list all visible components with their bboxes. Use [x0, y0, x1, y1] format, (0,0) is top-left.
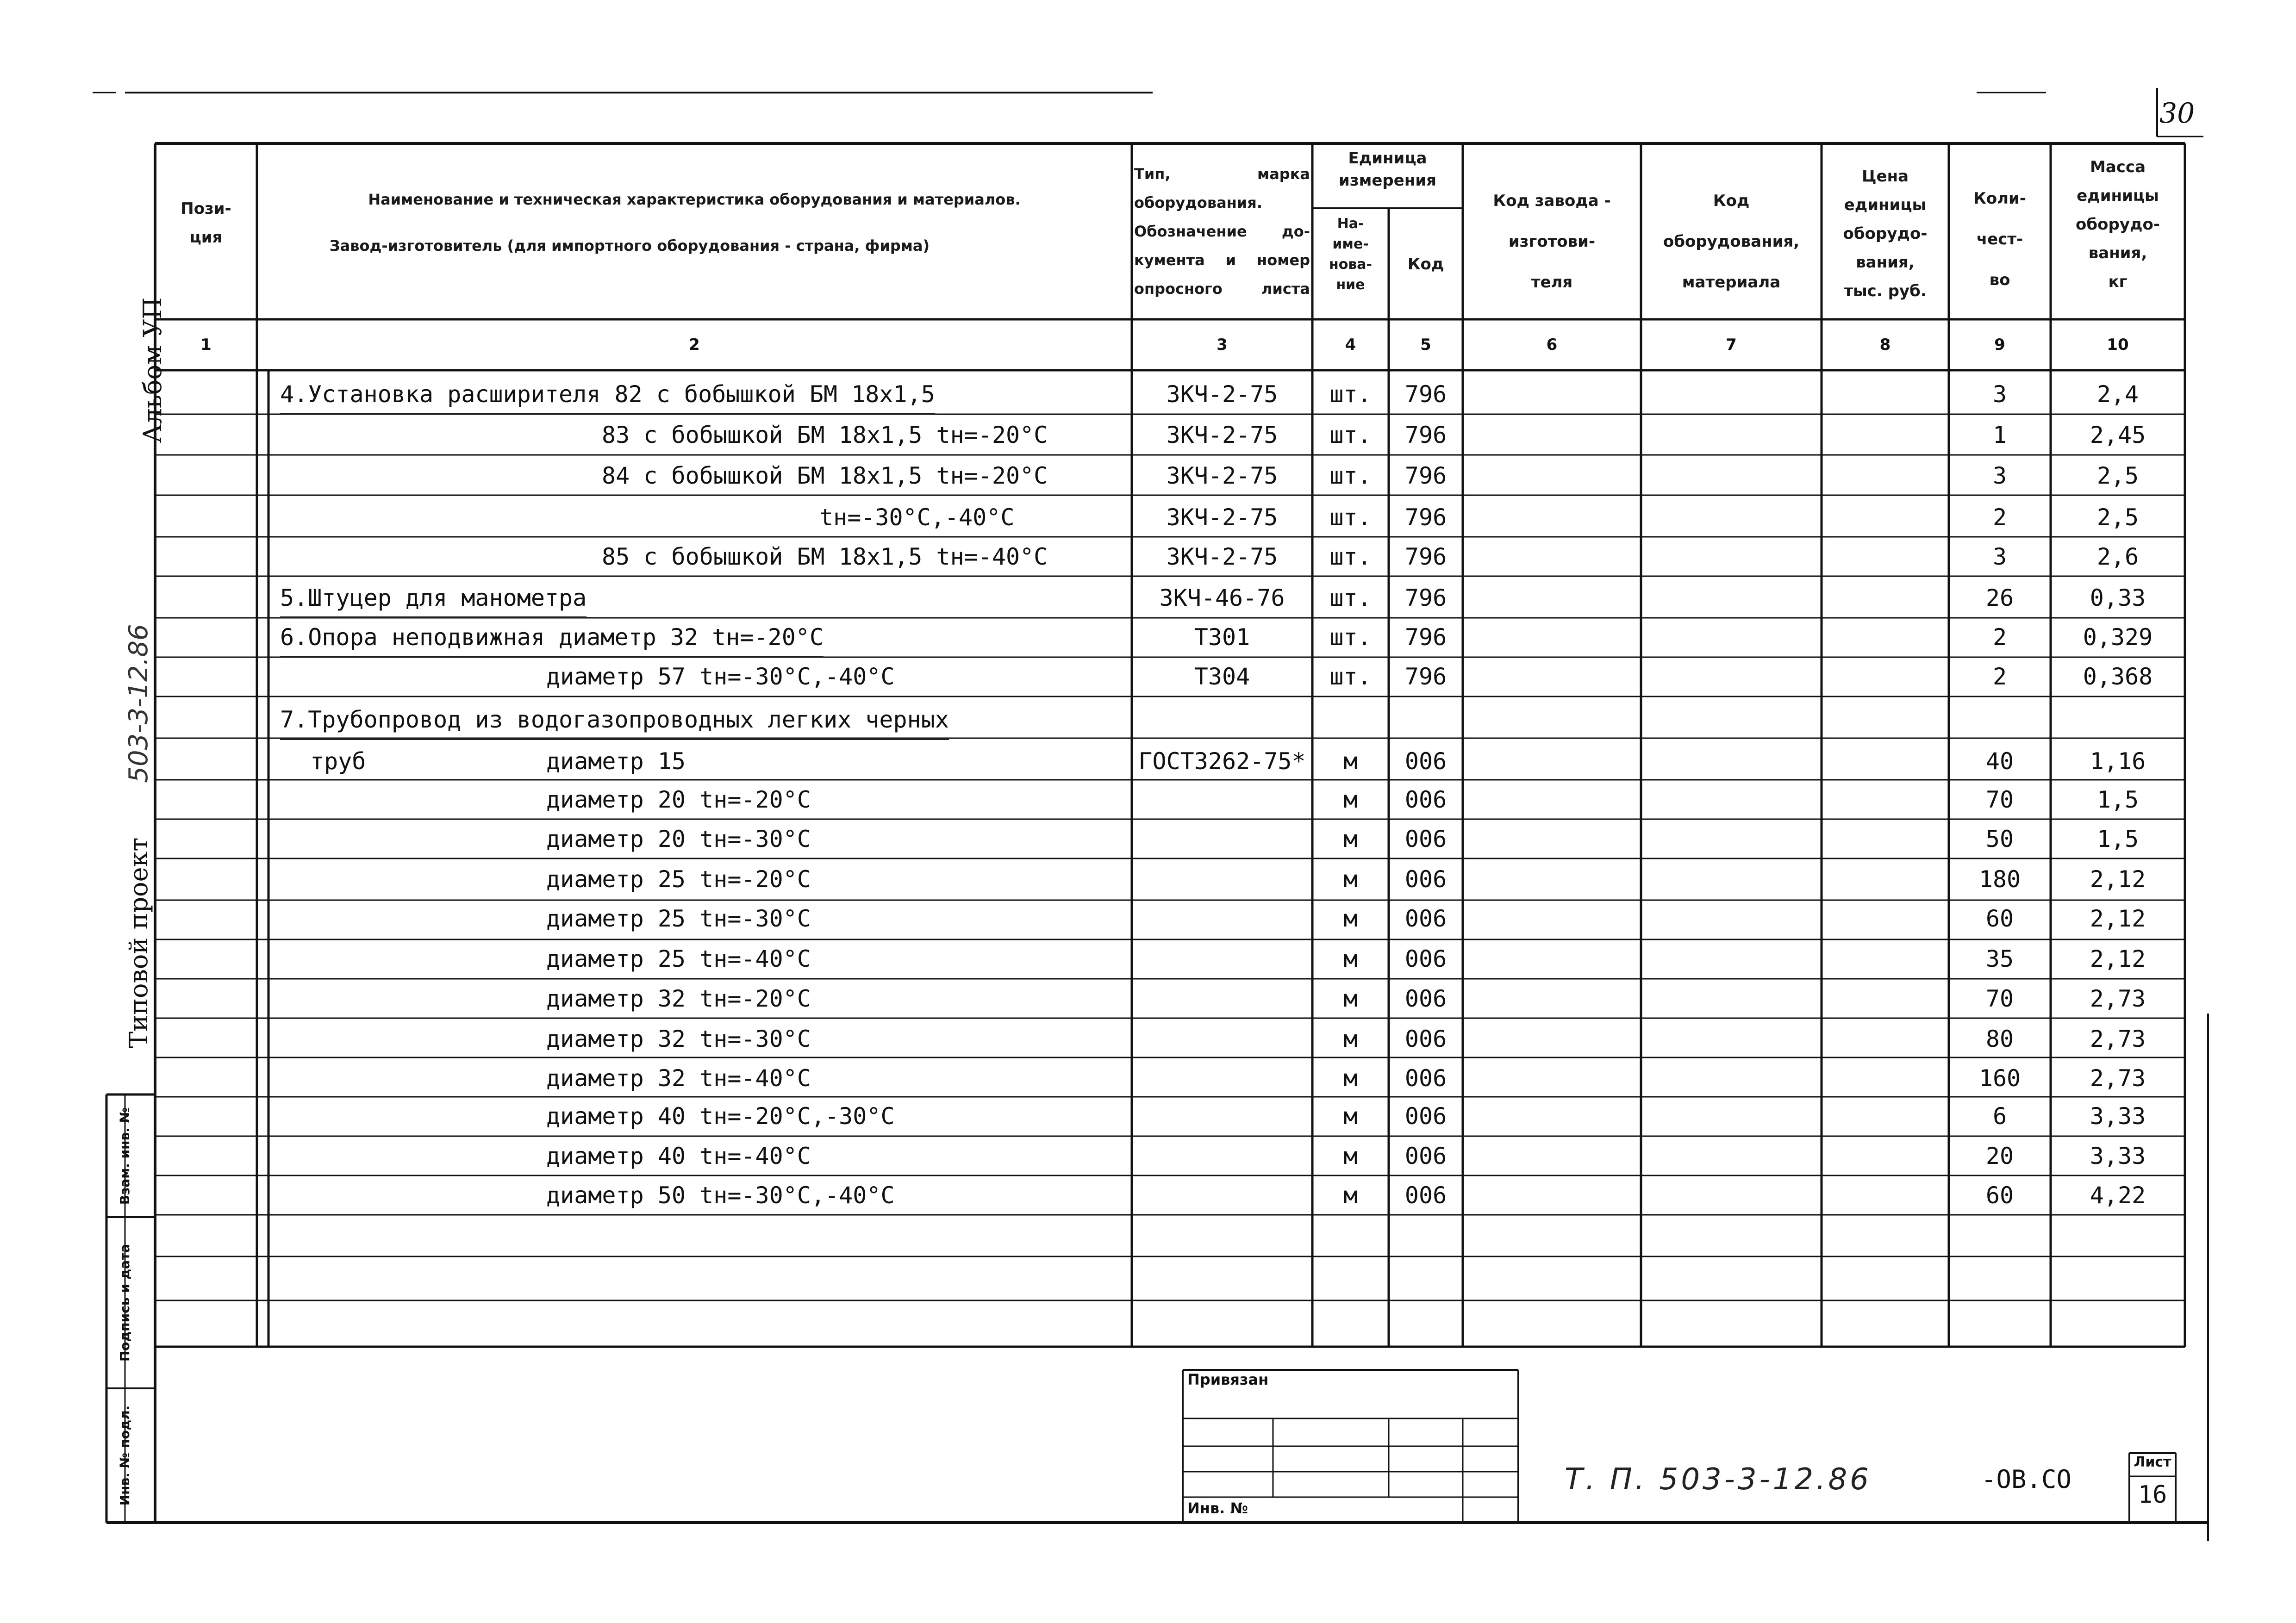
row-name: 84 с бобышкой БМ 18х1,5 tн=-20°С: [602, 462, 1048, 489]
row-code: 796: [1404, 585, 1447, 611]
row-doc: Т301: [1194, 624, 1250, 651]
row-qty: 180: [1978, 866, 2021, 893]
row-doc: ЗКЧ-2-75: [1166, 543, 1278, 570]
row-code: 796: [1404, 504, 1447, 531]
row-mass: 2,4: [2096, 381, 2139, 408]
row-doc: ЗКЧ-2-75: [1166, 381, 1278, 408]
header-unit-name: На- име- нова- ние: [1329, 216, 1373, 293]
row-name: 6.Опора неподвижная диаметр 32 tн=-20°С: [280, 619, 824, 658]
row-unit: шт.: [1329, 462, 1372, 489]
row-mass: 4,22: [2090, 1182, 2146, 1209]
row-unit: м: [1343, 1182, 1358, 1209]
header-equipment-code: Код оборудования, материала: [1663, 192, 1800, 292]
col-number: 8: [1879, 336, 1891, 354]
row-mass: 0,368: [2083, 663, 2153, 690]
row-name: диаметр 25 tн=-30°С: [546, 905, 811, 932]
row-qty: 3: [1992, 462, 2007, 489]
row-code: 796: [1404, 624, 1447, 651]
row-unit: шт.: [1329, 543, 1372, 570]
row-code: 006: [1404, 1143, 1447, 1169]
row-unit: шт.: [1329, 663, 1372, 690]
row-qty: 20: [1985, 1143, 2014, 1169]
row-code: 796: [1404, 663, 1447, 690]
col-number: 1: [200, 336, 212, 354]
row-mass: 2,5: [2096, 504, 2139, 531]
row-qty: 70: [1985, 786, 2014, 813]
row-code: 006: [1404, 905, 1447, 932]
row-unit: м: [1343, 748, 1358, 775]
row-mass: 0,33: [2090, 585, 2146, 611]
header-unit-group: Единица измерения: [1339, 149, 1436, 190]
row-doc: Т304: [1194, 663, 1250, 690]
row-qty: 3: [1992, 381, 2007, 408]
row-mass: 2,45: [2090, 422, 2146, 448]
col-number: 9: [1994, 336, 2005, 354]
row-qty: 35: [1985, 945, 2014, 972]
row-unit: м: [1343, 866, 1358, 893]
row-unit: шт.: [1329, 585, 1372, 611]
row-mass: 2,73: [2090, 985, 2146, 1012]
row-unit: м: [1343, 985, 1358, 1012]
stamp-vzam-inv: Взам. инв. №: [117, 1107, 132, 1205]
row-name: 7.Трубопровод из водогазопроводных легких черных: [280, 701, 949, 740]
row-qty: 6: [1992, 1103, 2007, 1130]
stamp-inv-podl: Инв. № подл.: [117, 1405, 132, 1506]
album-label: Альбом УП: [138, 297, 167, 443]
col-number: 5: [1420, 336, 1431, 354]
row-unit: м: [1343, 1103, 1358, 1130]
row-qty: 26: [1985, 585, 2014, 611]
row-name: диаметр 57 tн=-30°С,-40°С: [546, 663, 895, 690]
row-name: диаметр 20 tн=-30°С: [546, 826, 811, 852]
row-qty: 70: [1985, 985, 2014, 1012]
row-doc: ЗКЧ-2-75: [1166, 462, 1278, 489]
row-mass: 1,5: [2096, 826, 2139, 852]
row-name-prefix: труб: [310, 748, 366, 775]
stamp-inv-no: Инв. №: [1187, 1499, 1248, 1517]
document-suffix: -ОВ.СО: [1981, 1465, 2072, 1494]
row-qty: 1: [1992, 422, 2007, 448]
header-unit-code: Код: [1407, 255, 1444, 274]
col-number: 7: [1726, 336, 1737, 354]
row-unit: м: [1343, 826, 1358, 852]
row-code: 006: [1404, 985, 1447, 1012]
row-code: 006: [1404, 748, 1447, 775]
row-mass: 1,16: [2090, 748, 2146, 775]
col-number: 10: [2107, 336, 2129, 354]
row-qty: 2: [1992, 663, 2007, 690]
header-position: Пози- ция: [181, 199, 231, 247]
row-code: 006: [1404, 786, 1447, 813]
row-mass: 2,12: [2090, 945, 2146, 972]
row-mass: 1,5: [2096, 786, 2139, 813]
row-name: tн=-30°С,-40°С: [819, 504, 1015, 531]
row-code: 006: [1404, 826, 1447, 852]
row-mass: 2,73: [2090, 1026, 2146, 1052]
row-unit: м: [1343, 786, 1358, 813]
project-label: Типовой проект: [124, 837, 153, 1048]
row-qty: 2: [1992, 624, 2007, 651]
row-code: 006: [1404, 945, 1447, 972]
header-unit-mass: Масса единицы оборудо- вания, кг: [2076, 158, 2160, 291]
row-mass: 2,12: [2090, 905, 2146, 932]
row-qty: 40: [1985, 748, 2014, 775]
row-name: диаметр 50 tн=-30°С,-40°С: [546, 1182, 895, 1209]
sheet-label: Лист: [2134, 1454, 2171, 1470]
row-mass: 2,6: [2096, 543, 2139, 570]
row-unit: шт.: [1329, 504, 1372, 531]
row-name: диаметр 40 tн=-40°С: [546, 1143, 811, 1169]
page-number: 30: [2159, 97, 2195, 130]
col-number: 2: [689, 336, 700, 354]
row-name: диаметр 40 tн=-20°С,-30°С: [546, 1103, 895, 1130]
col-number: 4: [1345, 336, 1356, 354]
row-unit: м: [1343, 1065, 1358, 1092]
row-name: 4.Установка расширителя 82 с бобышкой БМ 18х1,5: [280, 376, 935, 415]
row-unit: м: [1343, 945, 1358, 972]
row-code: 796: [1404, 422, 1447, 448]
row-name: диаметр 25 tн=-40°С: [546, 945, 811, 972]
col-number: 6: [1546, 336, 1558, 354]
row-code: 006: [1404, 1026, 1447, 1052]
row-code: 796: [1404, 543, 1447, 570]
stamp-privyazan: Привязан: [1187, 1371, 1269, 1388]
project-code-handwritten: 503-3-12.86: [124, 624, 154, 783]
row-name: диаметр 15: [546, 748, 686, 775]
row-mass: 2,12: [2090, 866, 2146, 893]
row-unit: м: [1343, 905, 1358, 932]
row-unit: шт.: [1329, 624, 1372, 651]
sheet-number: 16: [2138, 1481, 2167, 1509]
row-qty: 160: [1978, 1065, 2021, 1092]
row-name: диаметр 20 tн=-20°С: [546, 786, 811, 813]
row-code: 796: [1404, 462, 1447, 489]
row-unit: шт.: [1329, 381, 1372, 408]
row-name: диаметр 32 tн=-20°С: [546, 985, 811, 1012]
row-code: 796: [1404, 381, 1447, 408]
row-code: 006: [1404, 866, 1447, 893]
row-doc: ЗКЧ-2-75: [1166, 504, 1278, 531]
row-doc: ГОСТ3262-75*: [1138, 748, 1306, 775]
row-name: 5.Штуцер для манометра: [280, 579, 586, 618]
row-name: диаметр 32 tн=-40°С: [546, 1065, 811, 1092]
row-code: 006: [1404, 1103, 1447, 1130]
row-unit: м: [1343, 1026, 1358, 1052]
col-number: 3: [1217, 336, 1228, 354]
row-mass: 0,329: [2083, 624, 2153, 651]
row-code: 006: [1404, 1182, 1447, 1209]
row-qty: 50: [1985, 826, 2014, 852]
header-name-line1: Наименование и техническая характеристика оборудования и материалов.: [368, 191, 1021, 208]
row-qty: 3: [1992, 543, 2007, 570]
header-quantity: Коли- чест- во: [1973, 189, 2026, 289]
row-name: 85 с бобышкой БМ 18х1,5 tн=-40°С: [602, 543, 1048, 570]
header-type-doc: Тип, марка оборудования. Обозначение до- кумента и номер опросного листа: [1134, 165, 1310, 298]
row-qty: 60: [1985, 1182, 2014, 1209]
row-mass: 3,33: [2090, 1143, 2146, 1169]
row-name: 83 с бобышкой БМ 18х1,5 tн=-20°С: [602, 422, 1048, 448]
row-mass: 2,5: [2096, 462, 2139, 489]
header-name-line2: Завод-изготовитель (для импортного оборудования - страна, фирма): [329, 237, 930, 255]
row-mass: 2,73: [2090, 1065, 2146, 1092]
row-unit: шт.: [1329, 422, 1372, 448]
row-name: диаметр 32 tн=-30°С: [546, 1026, 811, 1052]
row-code: 006: [1404, 1065, 1447, 1092]
document-code: Т. П. 503-3-12.86: [1565, 1462, 1872, 1497]
stamp-podpis-data: Подпись и дата: [117, 1244, 132, 1362]
row-mass: 3,33: [2090, 1103, 2146, 1130]
row-qty: 2: [1992, 504, 2007, 531]
row-name: диаметр 25 tн=-20°С: [546, 866, 811, 893]
header-factory-code: Код завода - изготови- теля: [1493, 192, 1611, 292]
row-qty: 80: [1985, 1026, 2014, 1052]
row-qty: 60: [1985, 905, 2014, 932]
row-doc: ЗКЧ-46-76: [1159, 585, 1285, 611]
row-doc: ЗКЧ-2-75: [1166, 422, 1278, 448]
header-unit-price: Цена единицы оборудо- вания, тыс. руб.: [1843, 167, 1928, 300]
row-unit: м: [1343, 1143, 1358, 1169]
